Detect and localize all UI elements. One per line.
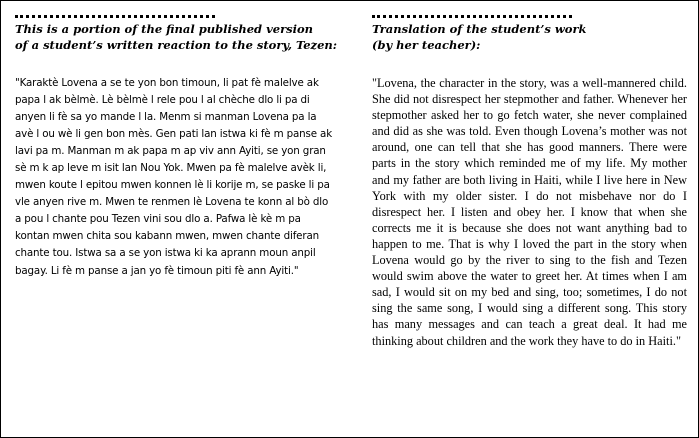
translation-heading-line-2: (by her teacher): (372, 38, 481, 52)
original-heading-line-1: This is a portion of the final published version (15, 22, 314, 36)
translation-column (372, 15, 687, 349)
dotted-rule (15, 15, 215, 18)
original-text: "Karaktè Lovena a se te yon bon timoun, li pat fè malelve ak papa l ak bèlmè. Lè bèlmè l rele pou l al chèche dlo li pa di anyen li fè sa yo mande l la. Menm si manman Lovena pa la avè l ou wè li gen bon mès. Gen pati lan istwa ki fè m panse ak lavi pa m. Manman m ak papa m ap viv ann Ayiti, se yon gran sè m k ap leve m isit lan Nou Yok. Mwen pa fè malelve avèk li, mwen koute l epitou mwen konnen lè li korije m, se paske li pa vle anyen rive m. Mwen te renmen lè Lovena te konn al bò dlo a pou l chante pou Tezen vini sou dlo a. Pafwa lè kè m pa kontan mwen chita sou kabann mwen, mwen chante diferan chante tou. Istwa sa a se yon istwa ki ka aprann moun anpil bagay. Li fè m panse a jan yo fè timoun piti fè ann Ayiti." (15, 77, 333, 277)
original-heading-line-2: of a student’s written reaction to the story, Tezen: (15, 38, 338, 52)
translation-text: "Lovena, the character in the story, was a well-mannered child. She did not disrespect her stepmother and father. Whenever her stepmother asked her to go fetch water, she never complained and did as she was told. Even though Lovena’s mother was not around, one can tell that she has good manners. There were parts in the story which reminded me of my life. My mother and my father are both living in Haiti, while I live here in New York with my older sister. I do not misbehave nor do I disrespect her. I listen and obey her. I know that when she corrects me it is because she does not want anything bad to happen to me. That is why I loved the part in the story when Lovena would go by the river to sing to the fish and Tezen would swim above the water to greet her. At times when I am sad, I would sit on my bed and sing, too; sometimes, I do not sing the same song, I would sing a different song. This story has many messages and can teach a great deal. It had me thinking about children and the work they have to do in Haiti." (372, 76, 687, 348)
dotted-rule (372, 15, 572, 18)
original-column (15, 15, 338, 280)
translation-heading-line-1: Translation of the student’s work (372, 22, 587, 36)
